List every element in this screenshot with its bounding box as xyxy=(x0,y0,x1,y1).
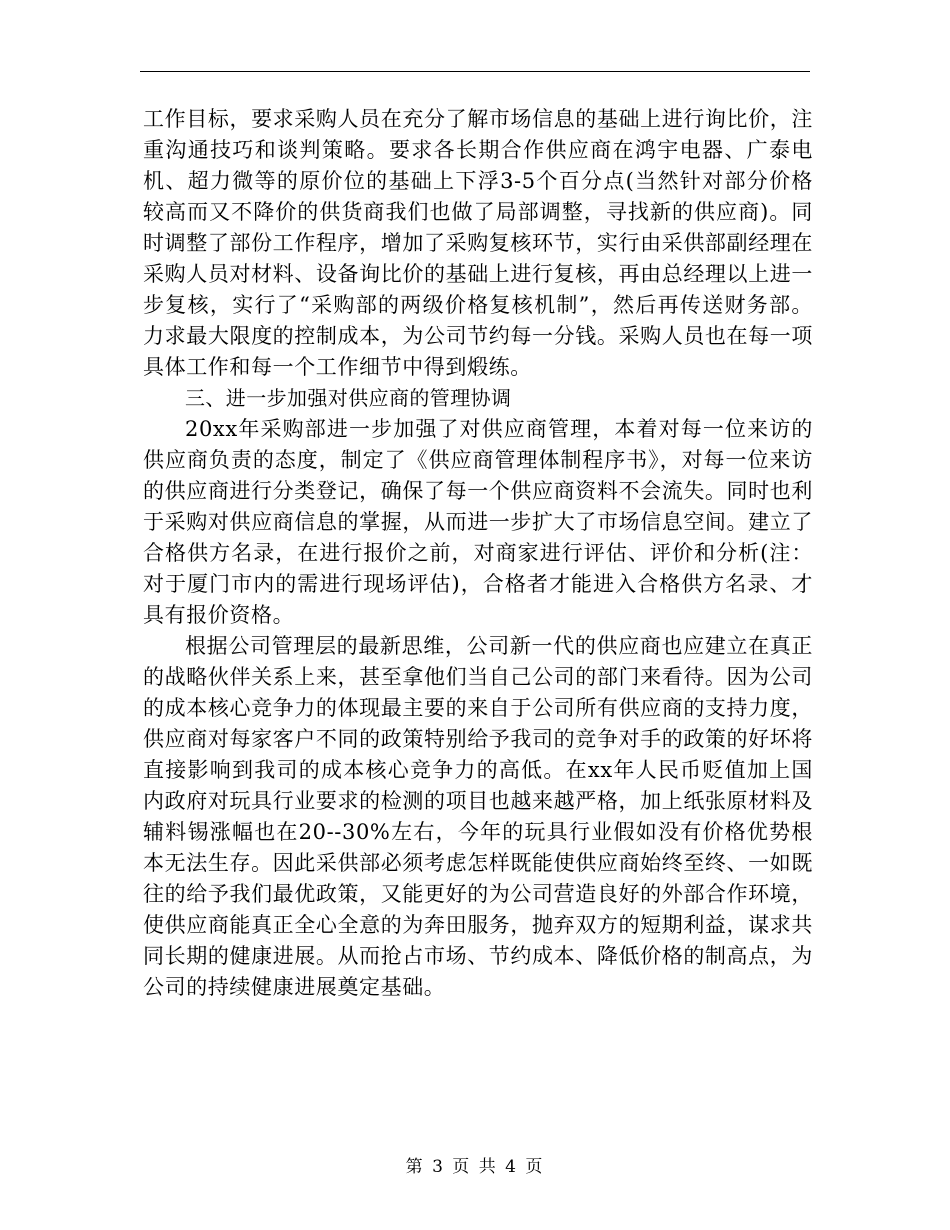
section-heading-supplier-management: 三、进一步加强对供应商的管理协调 xyxy=(185,386,512,410)
header-rule xyxy=(140,71,810,72)
paragraph-strategic-partnership: 根据公司管理层的最新思维，公司新一代的供应商也应建立在真正的战略伙伴关系上来，甚至拿他们当自己公司的部门来看待。因为公司的成本核心竞争力的体现最主要的来自于公司所有供应商的支持力度，供应商对每家客户不同的政策特别给予我司的竞争对手的政策的好坏将直接影响到我司的成本核心竞争力的高低。在xx年人民币贬值加上国内政府对玩具行业要求的检测的项目也越来越严格，加上纸张原材料及辅料锡涨幅也在20--30%左右，今年的玩具行业假如没有价格优势根本无法生存。因此采供部必须考虑怎样既能使供应商始终至终、一如既往的给予我们最优政策，又能更好的为公司营造良好的外部合作环境，使供应商能真正全心全意的为奔田服务，抛弃双方的短期利益，谋求共同长期的健康进展。从而抢占市场、节约成本、降低价格的制高点，为公司的持续健康进展奠定基础。 xyxy=(143,634,813,999)
paragraph-procurement-goals: 工作目标，要求采购人员在充分了解市场信息的基础上进行询比价，注重沟通技巧和谈判策略。要求各长期合作供应商在鸿宇电器、广泰电机、超力微等的原价位的基础上下浮3-5个百分点(当然针对部分价格较高而又不降价的供货商我们也做了局部调整，寻找新的供应商)。同时调整了部份工作程序，增加了采购复核环节，实行由采供部副经理在采购人员对材料、设备询比价的基础上进行复核，再由总经理以上进一步复核，实行了“采购部的两级价格复核机制”，然后再传送财务部。力求最大限度的控制成本，为公司节约每一分钱。采购人员也在每一项具体工作和每一个工作细节中得到煅练。 xyxy=(143,107,813,379)
paragraph-supplier-management: 20xx年采购部进一步加强了对供应商管理，本着对每一位来访的供应商负责的态度，制定了《供应商管理体制程序书》，对每一位来访的供应商进行分类登记，确保了每一个供应商资料不会流失。同时也利于采购对供应商信息的掌握，从而进一步扩大了市场信息空间。建立了合格供方名录，在进行报价之前，对商家进行评估、评价和分析(注：对于厦门市内的需进行现场评估)，合格者才能进入合格供方名录、才具有报价资格。 xyxy=(143,417,813,627)
document-body xyxy=(143,104,813,1003)
page-number-footer: 第 3 页 共 4 页 xyxy=(405,1157,545,1177)
